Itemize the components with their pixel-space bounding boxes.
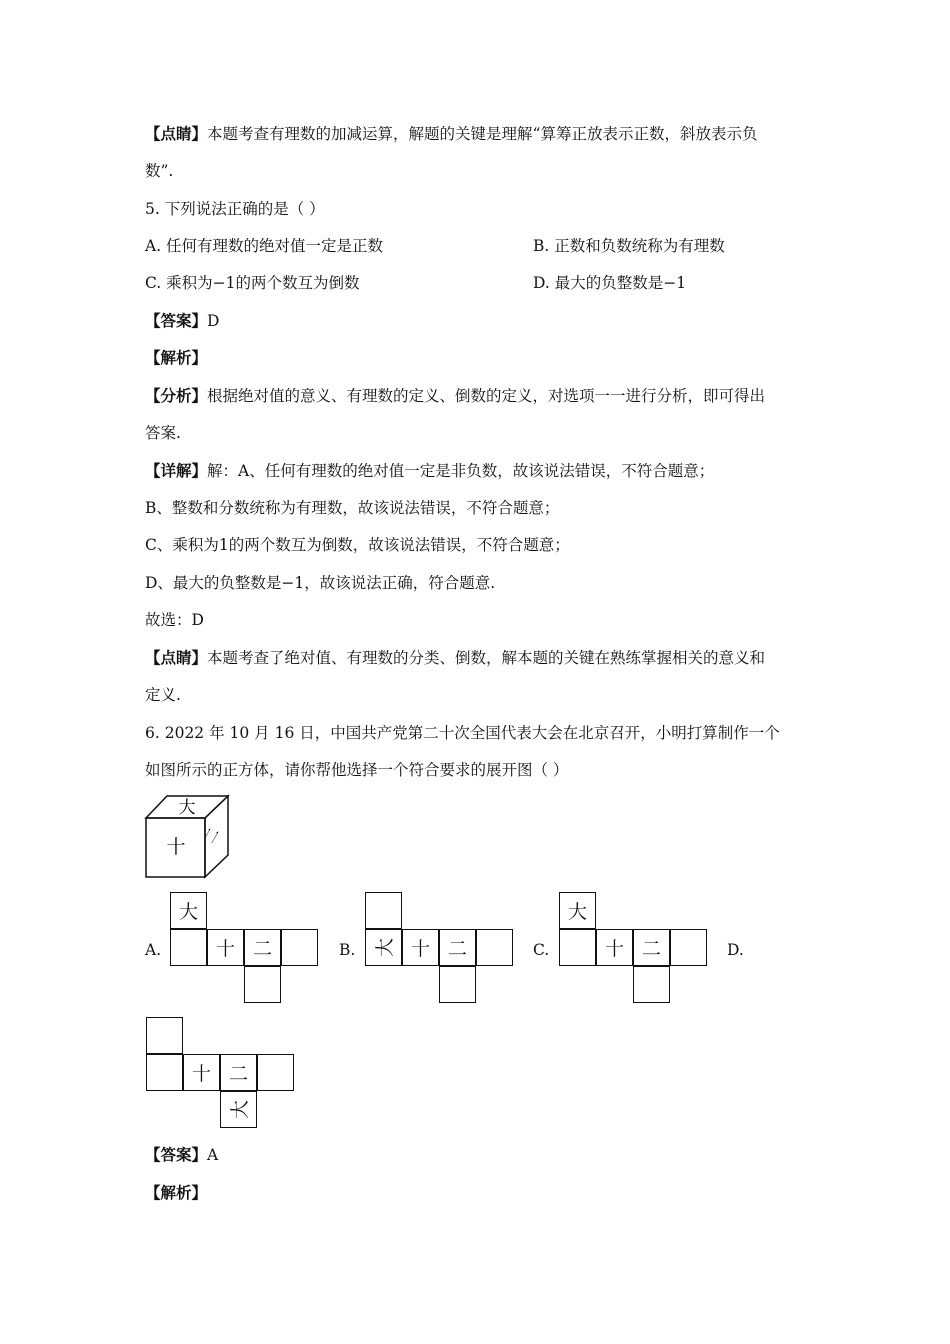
fenxi-text: 根据绝对值的意义、有理数的定义、倒数的定义，对选项一一进行分析，即可得出: [207, 387, 766, 405]
net-char: 二: [228, 1063, 248, 1085]
xiangjie-text: 解：A、任何有理数的绝对值一定是非负数，故该说法错误，不符合题意；: [207, 462, 715, 480]
cube-front-char: 十: [166, 836, 186, 858]
q5-stem: 5. 下列说法正确的是（ ）: [145, 200, 325, 218]
net-char: 大: [228, 1099, 251, 1120]
answer-tag: 【答案】: [145, 312, 208, 330]
q5-xiangjie-line1: [145, 461, 714, 481]
net-d-cell: [146, 1054, 183, 1091]
net-a-cell: [170, 892, 207, 929]
dianjing-tag: 【点睛】: [145, 125, 208, 143]
net-c-cell: [596, 929, 633, 966]
dianjing-text: 本题考查了绝对值、有理数的分类、倒数，解本题的关键在熟练掌握相关的意义和: [207, 649, 766, 667]
net-d-cell: [220, 1054, 257, 1091]
cube-figure: [140, 792, 240, 884]
answer-value: D: [207, 312, 220, 330]
net-b-cell: [402, 929, 439, 966]
net-char: 大: [178, 901, 198, 923]
cube-top-char: 大: [178, 798, 196, 818]
q6-option-a-label: A.: [145, 941, 162, 959]
net-char: 十: [410, 938, 430, 960]
net-d-cell: [146, 1017, 183, 1054]
q6-jiexi-tag: 【解析】: [145, 1184, 208, 1202]
q5-xiangjie-line3: C、乘积为1的两个数互为倒数，故该说法错误，不符合题意；: [145, 536, 570, 554]
net-char: 十: [215, 938, 235, 960]
net-char: 十: [191, 1063, 211, 1085]
q6-option-d-label: D.: [727, 941, 744, 959]
net-b-cell: [365, 892, 402, 929]
net-b-cell: [439, 929, 476, 966]
net-d-cell: [257, 1054, 294, 1091]
q4-dianjing-line1: [145, 124, 757, 144]
q5-option-b: B. 正数和负数统称为有理数: [533, 237, 725, 255]
net-d-cell: [220, 1091, 257, 1128]
xiangjie-tag: 【详解】: [145, 462, 208, 480]
net-b-cell: [439, 966, 476, 1003]
net-char: 十: [604, 938, 624, 960]
net-c-cell: [559, 892, 596, 929]
q5-xiangjie-line2: B、整数和分数统称为有理数，故该说法错误，不符合题意；: [145, 499, 560, 517]
answer-value: A: [207, 1146, 219, 1164]
q5-answer: [145, 311, 219, 331]
q6-option-c-label: C.: [533, 941, 550, 959]
net-c-cell: [633, 966, 670, 1003]
net-a-cell: [244, 929, 281, 966]
net-char: 二: [447, 938, 467, 960]
q5-guxuan: 故选：D: [145, 611, 204, 629]
q5-fenxi-line1: [145, 386, 765, 406]
q6-option-b-label: B.: [339, 941, 356, 959]
net-a-cell: [207, 929, 244, 966]
net-b-cell: [476, 929, 513, 966]
net-a-cell: [244, 966, 281, 1003]
q5-fenxi-line2: 答案.: [145, 424, 181, 442]
q6-answer: [145, 1145, 218, 1165]
net-char: 大: [373, 937, 396, 958]
net-char: 二: [252, 938, 272, 960]
q5-option-c: C. 乘积为−1的两个数互为倒数: [145, 274, 360, 292]
net-a-cell: [281, 929, 318, 966]
q5-option-d: D. 最大的负整数是−1: [533, 274, 687, 292]
q5-jiexi-tag: 【解析】: [145, 349, 208, 367]
net-char: 大: [567, 901, 587, 923]
net-a-cell: [170, 929, 207, 966]
cube-side-char: 二: [200, 824, 224, 847]
dianjing-text: 本题考查有理数的加减运算，解题的关键是理解“算筹正放表示正数，斜放表示负: [207, 125, 758, 143]
net-c-cell: [633, 929, 670, 966]
q5-option-a: A. 任何有理数的绝对值一定是正数: [145, 237, 384, 255]
q5-xiangjie-line4: D、最大的负整数是−1，故该说法正确，符合题意.: [145, 574, 496, 592]
net-b-cell: [365, 929, 402, 966]
net-c-cell: [670, 929, 707, 966]
fenxi-tag: 【分析】: [145, 387, 208, 405]
answer-tag: 【答案】: [145, 1146, 208, 1164]
q4-dianjing-line2: 数”.: [145, 162, 174, 180]
q6-stem-line1: 6. 2022 年 10 月 16 日，中国共产党第二十次全国代表大会在北京召开，小明打算制作一个: [145, 724, 780, 742]
q6-stem-line2: 如图所示的正方体，请你帮他选择一个符合要求的展开图（ ）: [145, 761, 569, 779]
dianjing-tag: 【点睛】: [145, 649, 208, 667]
net-char: 二: [641, 938, 661, 960]
q5-dianjing-line1: [145, 648, 765, 668]
q5-dianjing-line2: 定义.: [145, 686, 181, 704]
net-d-cell: [183, 1054, 220, 1091]
net-c-cell: [559, 929, 596, 966]
